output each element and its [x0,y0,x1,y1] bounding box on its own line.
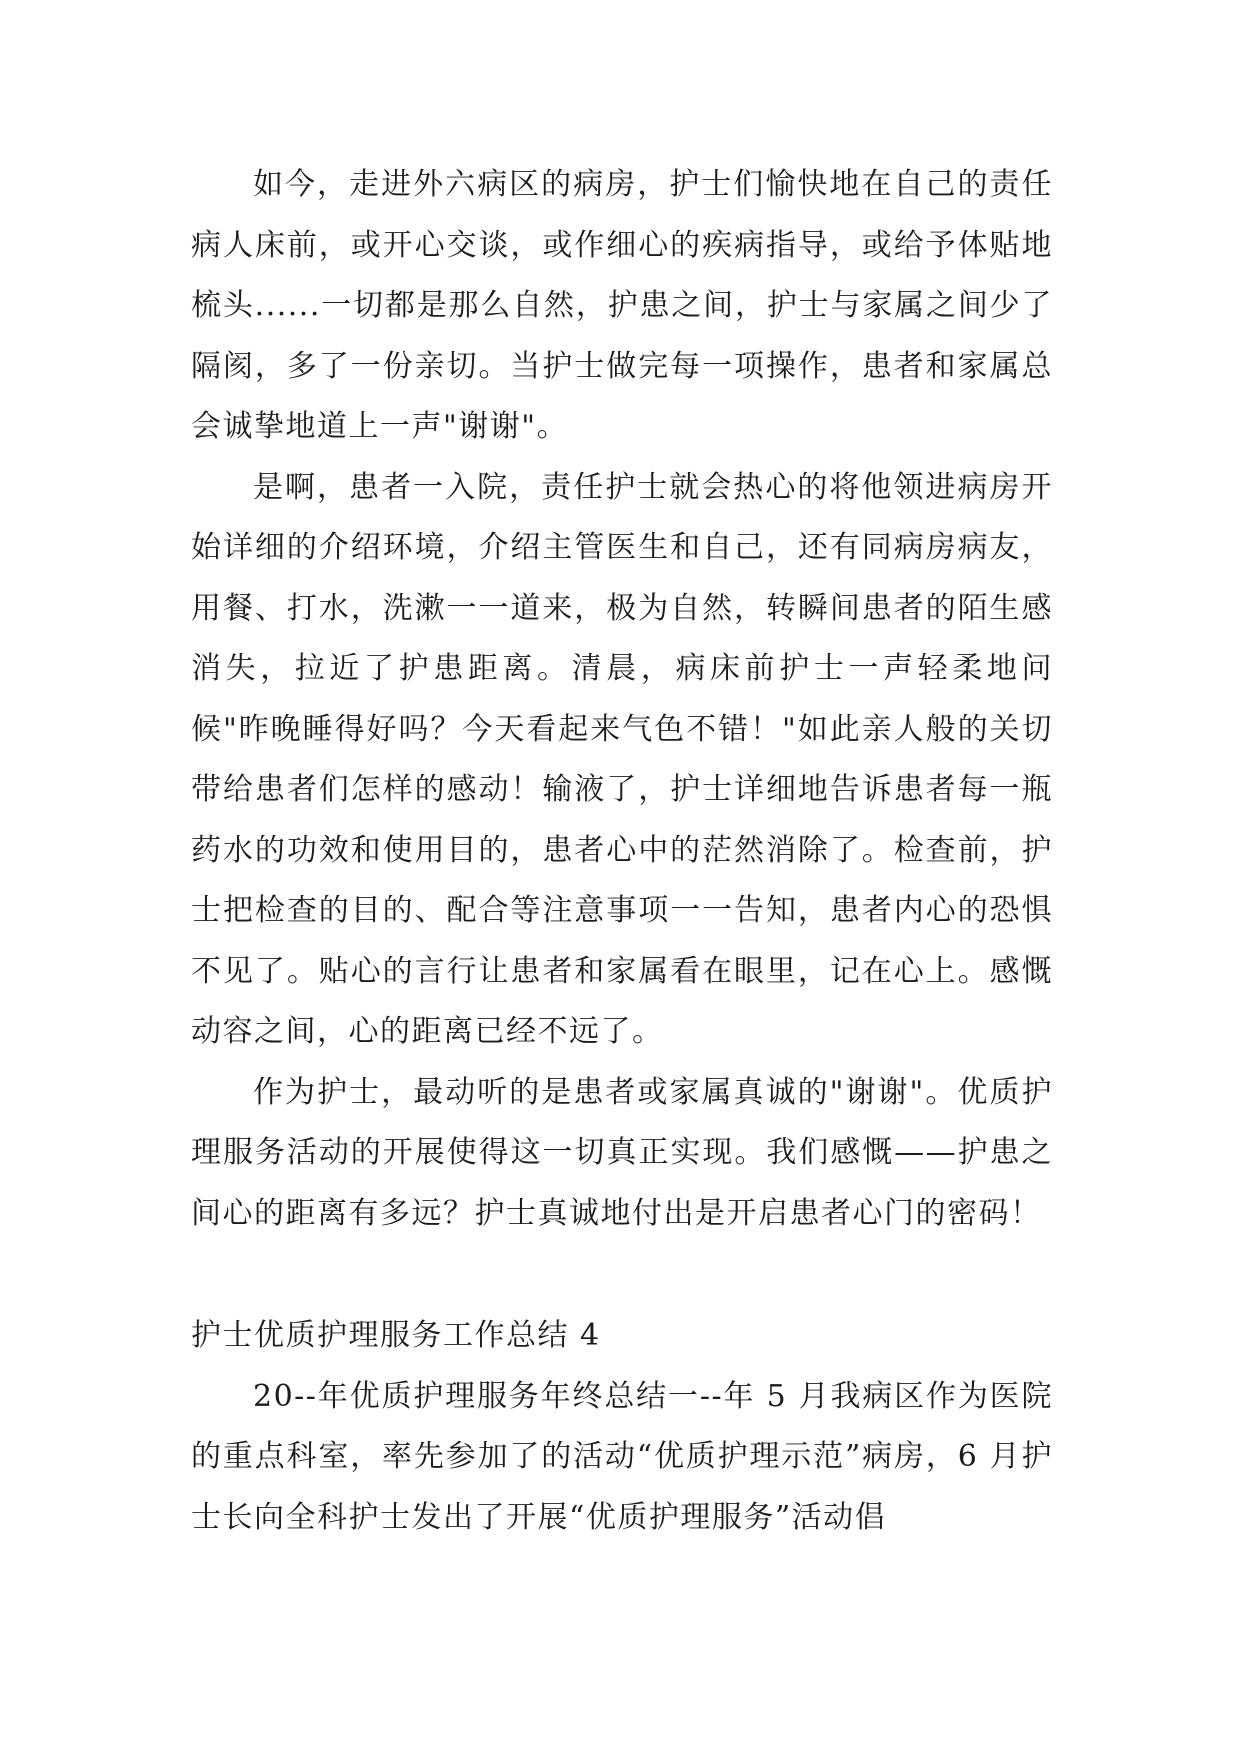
section-paragraph: 20--年优质护理服务年终总结一--年 5 月我病区作为医院的重点科室，率先参加了的活动“优质护理示范”病房，6 月护士长向全科护士发出了开展“优质护理服务”活动倡 [191,1378,1053,1535]
document-body [191,155,1053,1548]
paragraph-3: 作为护士，最动听的是患者或家属真诚的"谢谢"。优质护理服务活动的开展使得这一切真正实现。我们感慨——护患之间心的距离有多远？护士真诚地付出是开启患者心门的密码！ [191,1074,1053,1231]
paragraph-1: 如今，走进外六病区的病房，护士们愉快地在自己的责任病人床前，或开心交谈，或作细心的疾病指导，或给予体贴地梳头......一切都是那么自然，护患之间，护士与家属之间少了隔阂，多了一份亲切。当护士做完每一项操作，患者和家属总会诚挚地道上一声"谢谢"。 [191,167,1053,444]
paragraph-2: 是啊，患者一入院，责任护士就会热心的将他领进病房开始详细的介绍环境，介绍主管医生和自己，还有同病房病友，用餐、打水，洗漱一一道来，极为自然，转瞬间患者的陌生感消失，拉近了护患距离。清晨，病床前护士一声轻柔地问候"昨晚睡得好吗？今天看起来气色不错！"如此亲人般的关切带给患者们怎样的感动！输液了，护士详细地告诉患者每一瓶药水的功效和使用目的，患者心中的茫然消除了。检查前，护士把检查的目的、配合等注意事项一一告知，患者内心的恐惧不见了。贴心的言行让患者和家属看在眼里，记在心上。感慨动容之间，心的距离已经不远了。 [191,469,1053,1049]
section-heading: 护士优质护理服务工作总结 4 [191,1318,601,1353]
